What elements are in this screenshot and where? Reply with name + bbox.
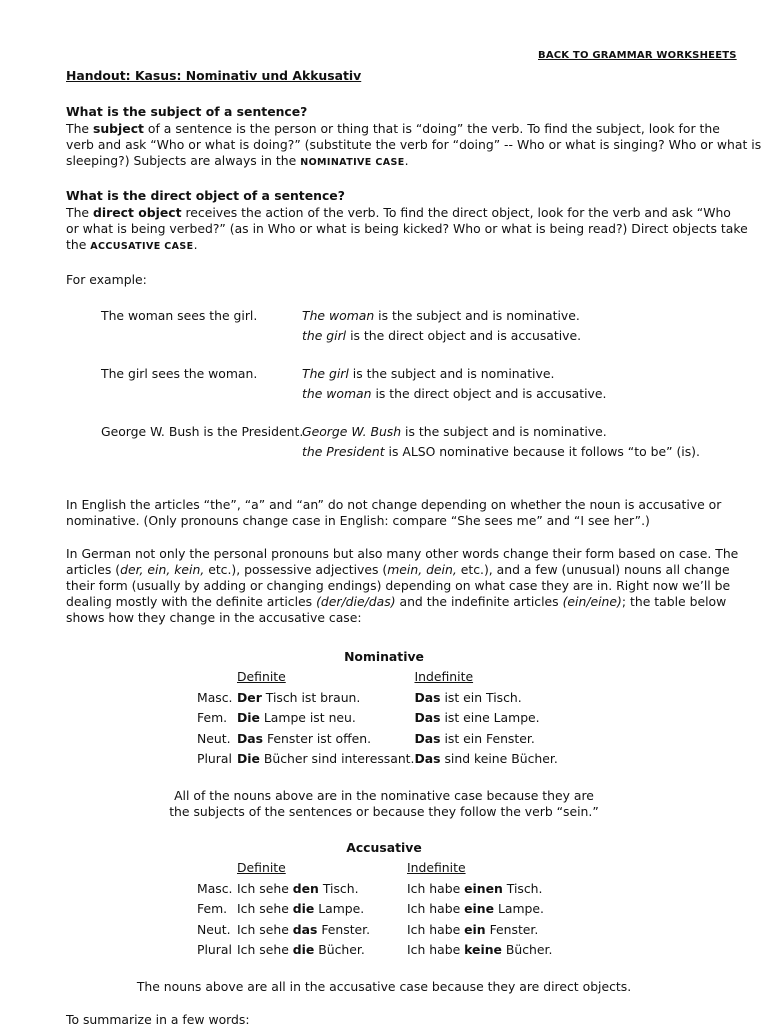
accusative-heading: Accusative bbox=[346, 840, 422, 855]
definite-column-header: Definite bbox=[237, 860, 286, 875]
table-row bbox=[197, 731, 558, 752]
text: Lampe. bbox=[494, 901, 544, 916]
table-row bbox=[197, 690, 558, 711]
text: etc.), and a few (unusual) nouns all change bbox=[456, 562, 730, 577]
definite-column-header: Definite bbox=[237, 669, 286, 684]
text: der, ein, kein, bbox=[120, 562, 205, 577]
table-row bbox=[197, 901, 552, 922]
text: receives the action of the verb. To find the direct object, look for the verb and ask “Who bbox=[181, 205, 731, 220]
table-cell bbox=[407, 881, 552, 902]
table-cell bbox=[197, 860, 237, 881]
text: die bbox=[292, 942, 315, 957]
table-cell bbox=[407, 942, 552, 963]
nominative-case-term: NOMINATIVE CASE bbox=[300, 157, 405, 168]
row-label: Neut. bbox=[197, 730, 231, 746]
table-cell bbox=[414, 731, 557, 752]
table-cell bbox=[414, 690, 557, 711]
table-cell bbox=[237, 710, 414, 731]
table-row bbox=[197, 710, 558, 731]
row-label: Fem. bbox=[197, 710, 228, 725]
nominative-table bbox=[197, 669, 558, 772]
text: George W. Bush bbox=[302, 424, 402, 439]
text: Lampe. bbox=[314, 901, 365, 916]
table-header-row bbox=[197, 669, 558, 690]
text: their form (usually by adding or changing endings) depending on what case they are in. Right now we’ll be bbox=[66, 578, 731, 593]
example-explanation-3 bbox=[302, 424, 700, 460]
text: (der/die/das) bbox=[316, 594, 396, 609]
text: Bücher. bbox=[314, 942, 365, 957]
text: the girl bbox=[302, 328, 347, 343]
object-paragraph bbox=[66, 205, 748, 255]
text: is the subject and is nominative. bbox=[401, 424, 607, 439]
accusative-table bbox=[197, 860, 552, 963]
example-sentence-1: The woman sees the girl. bbox=[101, 308, 258, 323]
table-cell bbox=[197, 669, 237, 690]
text: or what is being verbed?” (as in Who or what is being kicked? Who or what is being read?) Direct objects take bbox=[66, 221, 748, 236]
back-to-grammar-worksheets-link[interactable]: BACK TO GRAMMAR WORKSHEETS bbox=[538, 50, 737, 61]
table-cell bbox=[237, 922, 407, 943]
text: Lampe ist neu. bbox=[259, 710, 356, 725]
text: ein bbox=[464, 921, 486, 937]
text: eine bbox=[464, 901, 495, 916]
text: Ich sehe bbox=[237, 901, 293, 916]
german-articles-paragraph bbox=[66, 546, 739, 626]
example-explanation-2 bbox=[302, 366, 606, 402]
english-articles-paragraph bbox=[66, 497, 722, 529]
text: Ich habe bbox=[407, 942, 465, 957]
text: the President bbox=[302, 444, 385, 459]
subject-paragraph bbox=[66, 121, 762, 171]
text: ; the table below bbox=[621, 594, 727, 609]
text: Bücher. bbox=[501, 942, 553, 957]
text: Die bbox=[237, 710, 260, 725]
text: keine bbox=[464, 942, 502, 957]
text: is the subject and is nominative. bbox=[348, 366, 555, 381]
table-cell bbox=[407, 901, 552, 922]
subject-heading: What is the subject of a sentence? bbox=[66, 104, 308, 119]
example-sentence-2: The girl sees the woman. bbox=[101, 366, 258, 381]
text: the subjects of the sentences or because they follow the verb “sein.” bbox=[169, 804, 599, 819]
text: Das bbox=[414, 710, 441, 725]
example-sentence-3: George W. Bush is the President. bbox=[101, 424, 304, 439]
text: of a sentence is the person or thing that is “doing” the verb. To find the subject, look for the bbox=[143, 121, 720, 136]
text: Das bbox=[237, 730, 264, 746]
text: sind keine Bücher. bbox=[440, 751, 558, 766]
table-row bbox=[197, 942, 552, 963]
text: In English the articles “the”, “a” and “an” do not change depending on whether the noun is accusative or bbox=[66, 497, 722, 512]
row-label: Neut. bbox=[197, 921, 231, 937]
text: ist ein Fenster. bbox=[440, 730, 535, 746]
text: einen bbox=[464, 880, 503, 896]
accusative-note: The nouns above are all in the accusative case because they are direct objects. bbox=[136, 979, 632, 994]
direct-object-term: direct object bbox=[92, 205, 182, 220]
text: The bbox=[66, 121, 93, 136]
text: Das bbox=[414, 689, 441, 705]
text: Tisch. bbox=[502, 880, 543, 896]
text: Ich habe bbox=[407, 880, 465, 896]
table-header-row bbox=[197, 860, 552, 881]
text: Tisch. bbox=[318, 880, 359, 896]
accusative-case-term: ACCUSATIVE CASE bbox=[90, 241, 194, 252]
text: Ich habe bbox=[407, 921, 465, 937]
text: Das bbox=[414, 730, 441, 746]
text: Bücher sind interessant. bbox=[259, 751, 415, 766]
text: and the indefinite articles bbox=[395, 594, 563, 609]
table-row bbox=[197, 881, 552, 902]
text: the bbox=[66, 237, 91, 252]
indefinite-column-header: Indefinite bbox=[407, 860, 466, 875]
text: ist ein Tisch. bbox=[440, 689, 522, 705]
row-label: Fem. bbox=[197, 901, 228, 916]
text: Fenster ist offen. bbox=[263, 730, 372, 746]
text: Ich sehe bbox=[237, 942, 293, 957]
handout-title: Handout: Kasus: Nominativ und Akkusativ bbox=[66, 68, 362, 83]
subject-term: subject bbox=[92, 121, 144, 136]
text: etc.), possessive adjectives ( bbox=[204, 562, 388, 577]
text: den bbox=[292, 880, 319, 896]
example-explanation-1 bbox=[302, 308, 581, 344]
text: Das bbox=[414, 751, 441, 766]
table-cell bbox=[237, 690, 414, 711]
row-label: Plural bbox=[197, 751, 232, 766]
table-cell bbox=[237, 901, 407, 922]
table-cell bbox=[237, 731, 414, 752]
indefinite-column-header: Indefinite bbox=[414, 669, 474, 684]
text: . bbox=[404, 153, 409, 168]
text: nominative. (Only pronouns change case in English: compare “She sees me” and “I see her”.) bbox=[66, 513, 650, 528]
summary-heading: To summarize in a few words: bbox=[66, 1012, 250, 1027]
text: Der bbox=[237, 689, 262, 705]
row-label: Masc. bbox=[197, 689, 233, 705]
table-cell bbox=[237, 751, 414, 772]
text: shows how they change in the accusative case: bbox=[66, 610, 362, 625]
nominative-note bbox=[0, 788, 768, 820]
text: Fenster. bbox=[485, 921, 539, 937]
text: In German not only the personal pronouns but also many other words change their form based on case. The bbox=[66, 546, 739, 561]
text: The bbox=[66, 205, 93, 220]
text: Ich sehe bbox=[237, 880, 293, 896]
table-row bbox=[197, 751, 558, 772]
text: verb and ask “Who or what is doing?” (substitute the verb for “doing” -- Who or what is singing? Who or what is bbox=[66, 137, 762, 152]
text: Tisch ist braun. bbox=[261, 689, 361, 705]
text: is the direct object and is accusative. bbox=[346, 328, 582, 343]
for-example-label: For example: bbox=[66, 272, 147, 287]
table-cell bbox=[414, 751, 557, 772]
text: The woman bbox=[302, 308, 375, 323]
text: die bbox=[292, 901, 315, 916]
text: All of the nouns above are in the nominative case because they are bbox=[174, 788, 594, 803]
text: is ALSO nominative because it follows “to be” (is). bbox=[384, 444, 700, 459]
row-label: Masc. bbox=[197, 880, 233, 896]
table-cell bbox=[237, 942, 407, 963]
text: mein, dein, bbox=[387, 562, 457, 577]
table-cell bbox=[237, 881, 407, 902]
text: das bbox=[292, 921, 318, 937]
text: articles ( bbox=[66, 562, 121, 577]
nominative-heading: Nominative bbox=[344, 649, 424, 664]
text: The girl bbox=[302, 366, 349, 381]
text: is the direct object and is accusative. bbox=[371, 386, 607, 401]
table-cell bbox=[407, 922, 552, 943]
table-cell bbox=[414, 710, 557, 731]
text: ist eine Lampe. bbox=[440, 710, 540, 725]
text: Ich sehe bbox=[237, 921, 293, 937]
object-heading: What is the direct object of a sentence? bbox=[66, 188, 345, 203]
text: Fenster. bbox=[317, 921, 371, 937]
text: the woman bbox=[302, 386, 372, 401]
row-label: Plural bbox=[197, 942, 232, 957]
table-row bbox=[197, 922, 552, 943]
text: dealing mostly with the definite articles bbox=[66, 594, 317, 609]
text: (ein/eine) bbox=[562, 594, 622, 609]
text: sleeping?) Subjects are always in the bbox=[66, 153, 301, 168]
text: . bbox=[193, 237, 198, 252]
text: Die bbox=[237, 751, 260, 766]
text: is the subject and is nominative. bbox=[374, 308, 580, 323]
text: Ich habe bbox=[407, 901, 465, 916]
